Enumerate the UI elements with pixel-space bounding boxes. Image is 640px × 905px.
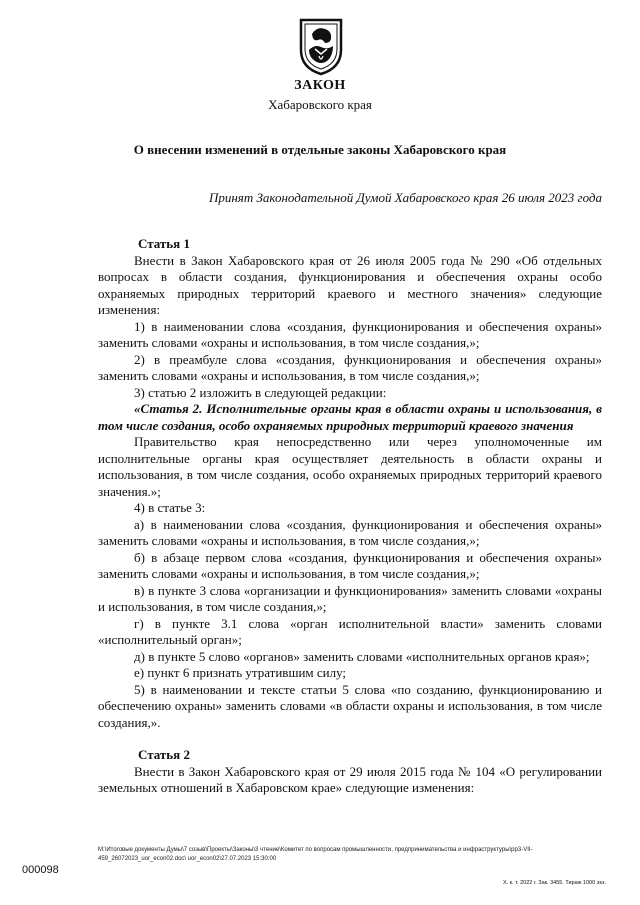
article-1-item-4b: б) в абзаце первом слова «создания, функционирования и обеспечения охраны» заменить словами «охраны и использования, в том числе создания,»; bbox=[98, 549, 602, 581]
article-1-item-1: 1) в наименовании слова «создания, функционирования и обеспечения охраны» заменить словами «охраны и использования, в том числе создания,»; bbox=[98, 318, 602, 350]
law-body bbox=[98, 236, 602, 797]
article-1-intro: Внести в Закон Хабаровского края от 26 июля 2005 года № 290 «Об отдельных вопросах в области создания, функционирования и обеспечения охраны особо охраняемых природных территорий краевого и местного значения» следующие изменения: bbox=[98, 252, 602, 317]
quoted-article-text: Правительство края непосредственно или через уполномоченные им исполнительные органы края осуществляет деятельность в области охраны и использования, в том числе создания, особо охраняемых природных территорий краевого значения.»; bbox=[98, 434, 602, 499]
article-1-item-4a: а) в наименовании слова «создания, функционирования и обеспечения охраны» заменить словами «охраны и использования, в том числе создания,»; bbox=[98, 516, 602, 548]
article-1-item-4e: д) в пункте 5 слово «органов» заменить словами «исполнительных органов края»; bbox=[134, 648, 590, 664]
article-1-item-5: 5) в наименовании и тексте статьи 5 слова «по созданию, функционированию и обеспечению охраны» заменить словами «в области охраны и использования, в том числе создания,». bbox=[98, 681, 602, 730]
article-1-item-4: 4) в статье 3: bbox=[134, 500, 206, 515]
law-title: ЗАКОН bbox=[294, 78, 346, 93]
article-1-item-2: 2) в преамбуле слова «создания, функционирования и обеспечения охраны» заменить словами «охраны и использования, в том числе создания,»; bbox=[98, 351, 602, 383]
adoption-note: Принят Законодательной Думой Хабаровского края 26 июля 2023 года bbox=[208, 190, 602, 205]
article-1-heading: Статья 1 bbox=[138, 236, 190, 251]
print-info: Х. к. т. 2022 г. Зак. 3455. Тираж 1000 экз. bbox=[502, 880, 606, 886]
article-1-item-4f: е) пункт 6 признать утратившим силу; bbox=[134, 665, 347, 680]
article-1-item-4c: в) в пункте 3 слова «организации и функционирования» заменить словами «охраны и использования, в том числе создания,»; bbox=[98, 582, 602, 614]
article-2-intro: Внести в Закон Хабаровского края от 29 июля 2015 года № 104 «О регулировании земельных отношений в Хабаровском крае» следующие изменения: bbox=[98, 763, 602, 795]
law-region: Хабаровского края bbox=[268, 97, 372, 112]
quoted-article-heading: «Статья 2. Исполнительные органы края в области охраны и использования, в том числе создания, особо охраняемых природных территорий краевого значения bbox=[98, 401, 602, 433]
file-path-footer: М:\Итоговые документы Думы\7 созыв\Проекты\Законы\3 чтение\Комитет по вопросам промышленности, предпринимательства и инфраструктуры\рр3-VII-459_26072023_uor_econ02.doc\ uor_econ02\27.07.2023 15:30:00 bbox=[98, 847, 533, 862]
document-number: 000098 bbox=[22, 864, 59, 876]
law-name: О внесении изменений в отдельные законы Хабаровского края bbox=[133, 142, 507, 157]
article-2-heading: Статья 2 bbox=[138, 747, 190, 762]
article-1-item-4d: г) в пункте 3.1 слова «орган исполнительной власти» заменить словами «исполнительный орган»; bbox=[98, 615, 602, 647]
coat-of-arms-icon bbox=[297, 16, 345, 76]
article-1-item-3: 3) статью 2 изложить в следующей редакции: bbox=[134, 384, 387, 400]
